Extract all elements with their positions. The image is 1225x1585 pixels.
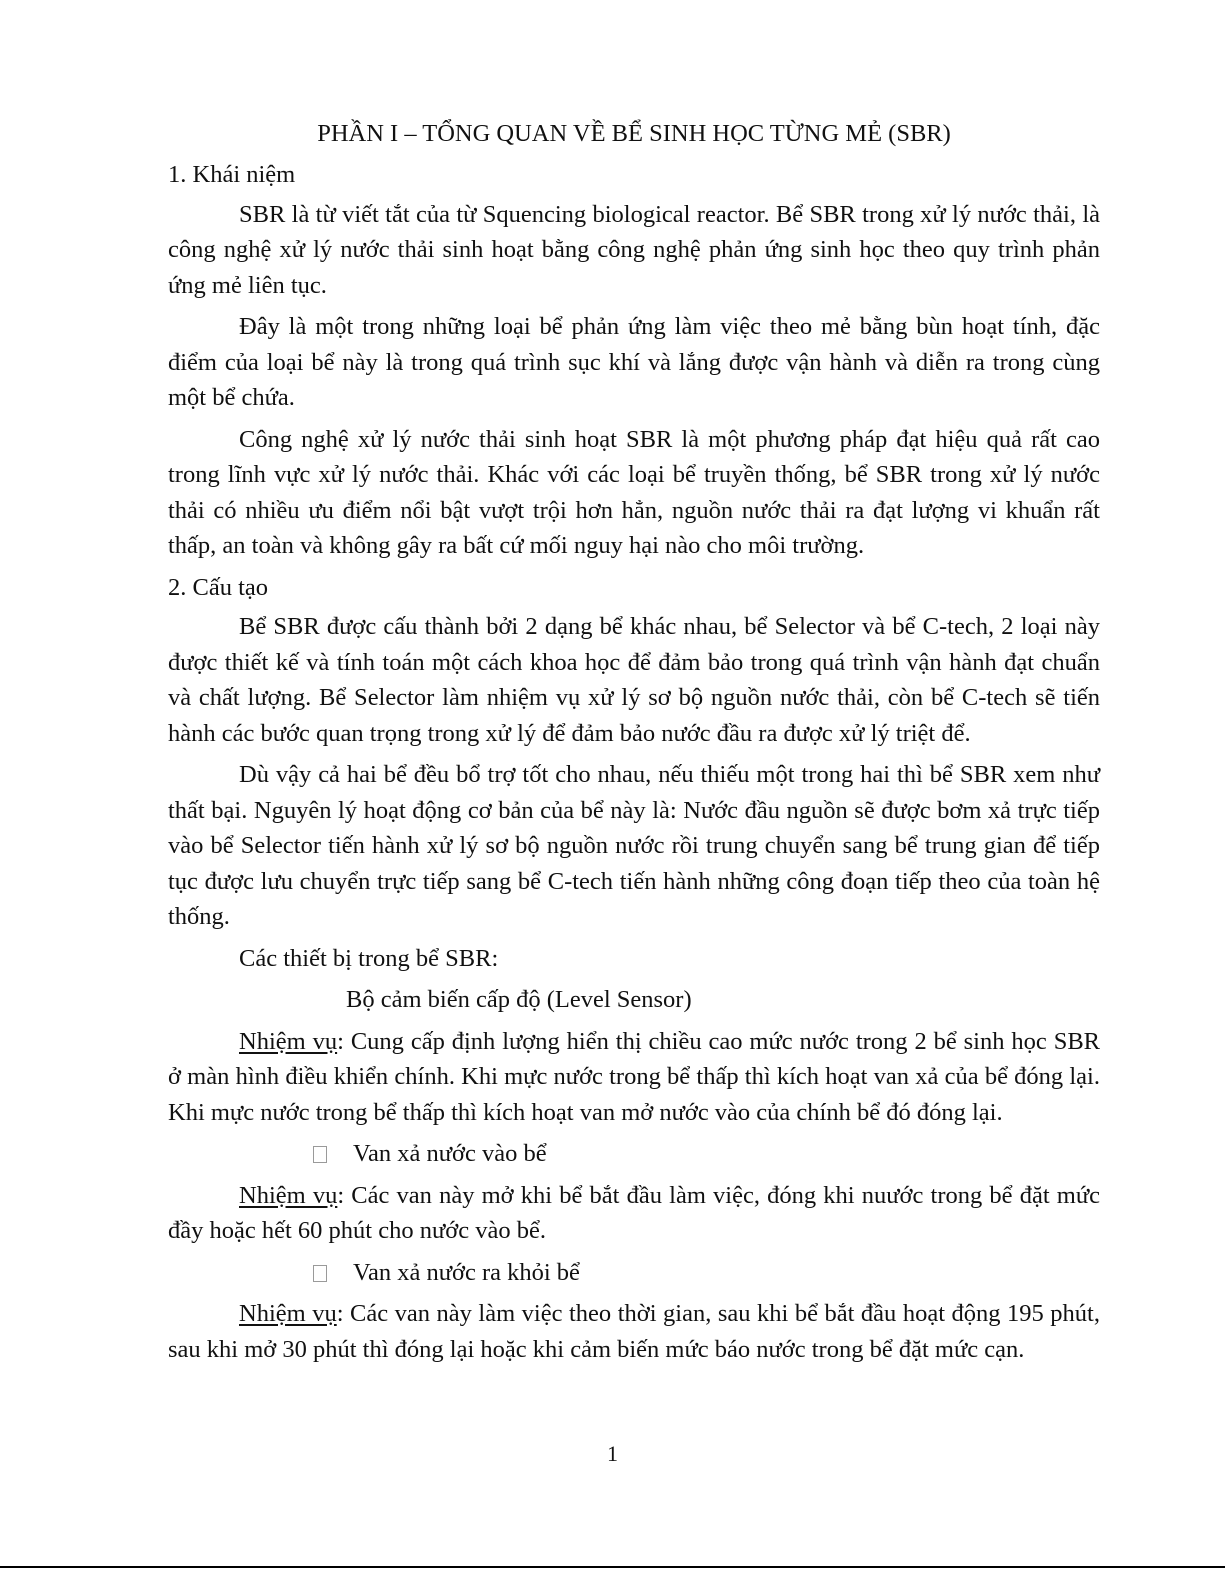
- document-body: [168, 115, 1100, 1373]
- task-text: : Cung cấp định lượng hiển thị chiều cao mức nước trong 2 bể sinh học SBR ở màn hình điều khiển chính. Khi mực nước trong bể thấp thì kích hoạt van xả của bể đóng lại. Khi mực nước trong bể thấp thì kích hoạt van mở nước vào của chính bể đó đóng lại.: [168, 1027, 1101, 1126]
- device-title-inlet-valve: [168, 1136, 1100, 1172]
- task-text: : Các van này mở khi bể bắt đầu làm việc, đóng khi nuước trong bể đặt mức đầy hoặc hết 60 phút cho nước vào bể.: [168, 1181, 1100, 1244]
- checkbox-bullet-icon: [313, 1146, 327, 1163]
- paragraph: Đây là một trong những loại bể phản ứng làm việc theo mẻ bằng bùn hoạt tính, đặc điểm của loại bể này là trong quá trình sục khí và lắng được vận hành và diễn ra trong cùng một bể chứa.: [168, 313, 1100, 411]
- document-title: PHẦN I – TỔNG QUAN VỀ BỂ SINH HỌC TỪNG MẺ (SBR): [317, 120, 951, 147]
- checkbox-bullet-icon: [313, 1265, 327, 1282]
- device-title-outlet-valve: [168, 1255, 1100, 1291]
- task-label: Nhiệm vụ: [239, 1181, 338, 1209]
- section-heading-structure: 2. Cấu tạo: [168, 573, 269, 601]
- task-label: Nhiệm vụ: [239, 1300, 337, 1327]
- device-name: Van xả nước ra khỏi bể: [353, 1258, 580, 1286]
- device-task-paragraph: [168, 1178, 1100, 1249]
- page-bottom-rule: [0, 1566, 1225, 1568]
- paragraph: Công nghệ xử lý nước thải sinh hoạt SBR là một phương pháp đạt hiệu quả rất cao trong lĩnh vực xử lý nước thải. Khác với các loại bể truyền thống, bể SBR trong xử lý nước thải có nhiều ưu điểm nổi bật vượt trội hơn hẳn, nguồn nước thải ra đạt lượng vi khuẩn rất thấp, an toàn và không gây ra bất cứ mối nguy hại nào cho môi trường.: [168, 425, 1100, 559]
- page-number: 1: [607, 1441, 618, 1466]
- paragraph: Dù vậy cả hai bể đều bổ trợ tốt cho nhau, nếu thiếu một trong hai thì bể SBR xem như thất bại. Nguyên lý hoạt động cơ bản của bể này là: Nước đầu nguồn sẽ được bơm xả trực tiếp vào bể Selector tiến hành xử lý sơ bộ nguồn nước rồi trung chuyển sang bể trung gian để tiếp tục được lưu chuyển trực tiếp sang bể C-tech tiến hành những công đoạn tiếp theo của toàn hệ thống.: [168, 761, 1100, 930]
- device-name: Van xả nước vào bể: [353, 1140, 547, 1167]
- paragraph: SBR là từ viết tắt của từ Squencing biological reactor. Bể SBR trong xử lý nước thải, là công nghệ xử lý nước thải sinh hoạt bằng công nghệ phản ứng sinh học theo quy trình phản ứng mẻ liên tục.: [168, 200, 1100, 299]
- devices-intro: Các thiết bị trong bể SBR:: [239, 944, 499, 972]
- device-task-paragraph: [168, 1296, 1100, 1367]
- task-label: Nhiệm vụ: [239, 1027, 338, 1055]
- device-task-paragraph: [168, 1024, 1100, 1131]
- paragraph: Bể SBR được cấu thành bởi 2 dạng bể khác nhau, bể Selector và bể C-tech, 2 loại này được thiết kế và tính toán một cách khoa học để đảm bảo trong quá trình vận hành đạt chuẩn và chất lượng. Bể Selector làm nhiệm vụ xử lý sơ bộ nguồn nước thải, còn bể C-tech sẽ tiến hành các bước quan trọng trong xử lý để đảm bảo nước đầu ra được xử lý triệt để.: [168, 613, 1100, 747]
- device-title-level-sensor: Bộ cảm biến cấp độ (Level Sensor): [346, 986, 692, 1013]
- section-heading-concept: 1. Khái niệm: [168, 161, 296, 188]
- task-text: : Các van này làm việc theo thời gian, sau khi bể bắt đầu hoạt động 195 phút, sau khi mở 30 phút thì đóng lại hoặc khi cảm biến mức báo nước trong bể đặt mức cạn.: [168, 1300, 1100, 1363]
